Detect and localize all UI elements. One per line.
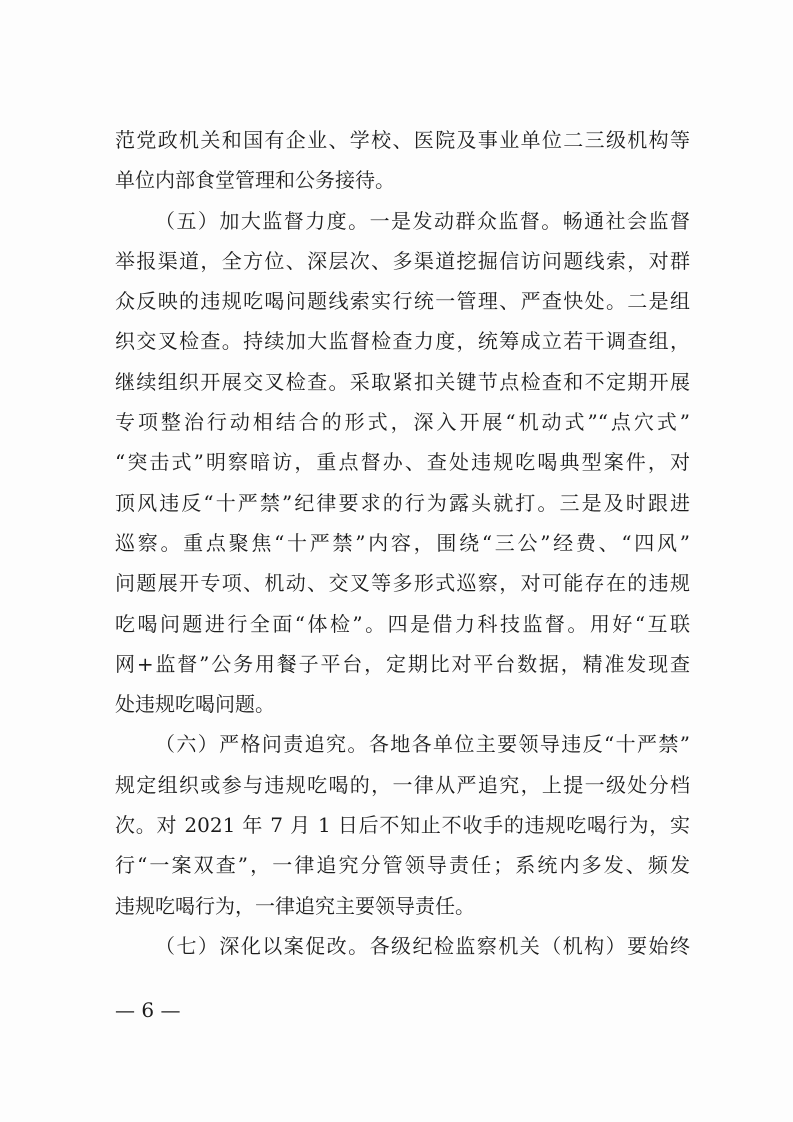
body-line: 织交叉检查。持续加大监督检查力度，统筹成立若干调查组， (115, 329, 690, 354)
body-line: 网+监督”公务用餐子平台，定期比对平台数据，精准发现查 (115, 651, 690, 676)
body-line: （七）深化以案促改。各级纪检监察机关（机构）要始终 (155, 933, 690, 958)
body-text (115, 120, 690, 966)
body-line: 处违规吃喝问题。 (115, 692, 275, 717)
body-line: 单位内部食堂管理和公务接待。 (115, 168, 395, 193)
body-line: 次。对 2021 年 7 月 1 日后不知止不收手的违规吃喝行为，实 (115, 813, 690, 838)
body-line: 举报渠道，全方位、深层次、多渠道挖掘信访问题线索，对群 (115, 248, 690, 273)
body-line: 众反映的违规吃喝问题线索实行统一管理、严查快处。二是组 (115, 289, 690, 314)
body-line: “突击式”明察暗访，重点督办、查处违规吃喝典型案件，对 (115, 450, 690, 475)
body-line: 顶风违反“十严禁”纪律要求的行为露头就打。三是及时跟进 (115, 490, 690, 515)
body-line: 规定组织或参与违规吃喝的，一律从严追究，上提一级处分档 (115, 772, 690, 797)
body-line: 违规吃喝行为，一律追究主要领导责任。 (115, 893, 475, 918)
body-line: 问题展开专项、机动、交叉等多形式巡察，对可能存在的违规 (115, 571, 690, 596)
body-line: 范党政机关和国有企业、学校、医院及事业单位二三级机构等 (115, 128, 690, 152)
body-line: （五）加大监督力度。一是发动群众监督。畅通社会监督 (155, 208, 690, 233)
body-line: （六）严格问责追究。各地各单位主要领导违反“十严禁” (155, 732, 690, 757)
body-line: 专项整治行动相结合的形式，深入开展“机动式”“点穴式” (115, 410, 690, 435)
body-line: 巡察。重点聚焦“十严禁”内容，围绕“三公”经费、“四风” (115, 530, 690, 555)
body-line: 继续组织开展交叉检查。采取紧扣关键节点检查和不定期开展 (115, 369, 690, 394)
body-line: 吃喝问题进行全面“体检”。四是借力科技监督。用好“互联 (115, 611, 690, 636)
page-number: — 6 — (115, 998, 181, 1022)
body-line: 行“一案双查”，一律追究分管领导责任；系统内多发、频发 (115, 853, 690, 878)
